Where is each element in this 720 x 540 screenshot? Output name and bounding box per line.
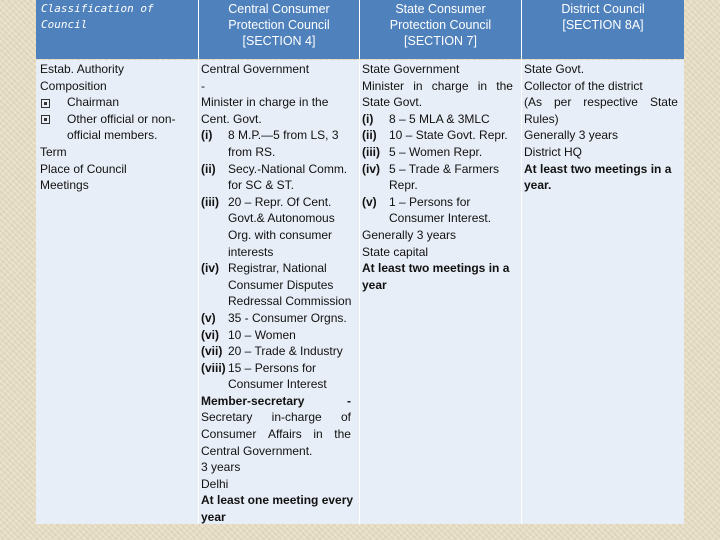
member-list xyxy=(362,111,521,227)
member-item xyxy=(201,277,359,294)
chairman-label: Chairman xyxy=(67,95,120,110)
member-item xyxy=(201,161,359,178)
cell-text: District HQ xyxy=(524,144,582,159)
item-text: 5 – Trade & Farmers xyxy=(389,161,500,176)
item-text: 10 – Women xyxy=(228,327,296,342)
header-line: [SECTION 7] xyxy=(404,34,477,48)
header-central-council xyxy=(199,0,360,59)
item-text: for SC & ST. xyxy=(228,178,295,193)
item-text: interests xyxy=(228,244,274,259)
member-list xyxy=(201,127,359,393)
cell-text: Minister in charge in the xyxy=(201,95,329,110)
item-text: 20 – Trade & Industry xyxy=(228,344,343,359)
row-label-place: Place of Council xyxy=(40,161,127,176)
item-number: (v) xyxy=(362,194,377,209)
member-item xyxy=(201,210,359,227)
header-line: District Council xyxy=(561,2,645,16)
member-item xyxy=(201,293,359,310)
member-item xyxy=(362,127,521,144)
composition-other-members xyxy=(40,111,198,128)
item-text: Registrar, National xyxy=(228,261,327,276)
column-central-council xyxy=(199,60,360,524)
member-item xyxy=(362,194,521,211)
member-item xyxy=(362,177,521,194)
header-line: State Consumer xyxy=(395,2,486,16)
meetings-value: At least one meeting every xyxy=(201,493,354,508)
member-secretary-label: Member-secretary xyxy=(201,393,305,408)
council-table xyxy=(36,0,684,524)
minister-line: Minister in charge in the xyxy=(362,78,513,93)
header-state-council xyxy=(360,0,522,59)
meetings-value-cont: year. xyxy=(524,178,552,193)
meetings-value: At least two meetings in a xyxy=(524,161,672,176)
column-district-council xyxy=(522,60,684,524)
header-district-council xyxy=(522,0,684,59)
bullet-icon xyxy=(40,94,67,111)
column-classification xyxy=(36,60,199,524)
row-label-estab-authority: Estab. Authority xyxy=(40,62,125,76)
header-line: [SECTION 8A] xyxy=(562,18,644,32)
item-number: (iii) xyxy=(201,194,219,209)
cell-text: Rules) xyxy=(524,111,559,126)
cell-text: Generally 3 years xyxy=(524,128,619,143)
secretary-line-1: Secretary in-charge of xyxy=(201,410,351,425)
row-label-term: Term xyxy=(40,144,67,159)
item-text: 5 – Women Repr. xyxy=(389,144,483,159)
member-item xyxy=(201,376,359,393)
term-value: 3 years xyxy=(201,460,241,475)
term-value: Generally 3 years xyxy=(362,227,457,242)
composition-chairman xyxy=(40,94,198,111)
row-label-meetings: Meetings xyxy=(40,178,89,193)
item-text: Consumer Disputes xyxy=(228,277,334,292)
dash-text: - xyxy=(347,393,351,408)
item-number: (iv) xyxy=(362,161,380,176)
item-number: (viii) xyxy=(201,360,226,375)
header-line: [SECTION 4] xyxy=(242,34,316,48)
place-value: State capital xyxy=(362,244,429,259)
cell-text: State Government xyxy=(362,62,460,76)
cell-text: Central Government xyxy=(201,62,310,76)
other-members-label-cont: official members. xyxy=(67,128,158,143)
member-item xyxy=(201,227,359,244)
cell-text: Central Government. xyxy=(201,443,313,458)
item-text: 20 – Repr. Of Cent. xyxy=(228,194,332,209)
item-text: Repr. xyxy=(389,178,418,193)
item-text: 10 – State Govt. Repr. xyxy=(389,128,508,143)
item-number: (ii) xyxy=(362,128,377,143)
cell-text: Collector of the district xyxy=(524,78,643,93)
secretary-line-2: Consumer Affairs in the xyxy=(201,427,351,442)
item-number: (iv) xyxy=(201,261,219,276)
member-item xyxy=(201,194,359,211)
item-number: (i) xyxy=(362,111,374,126)
item-text: 1 – Persons for xyxy=(389,194,471,209)
member-item xyxy=(362,161,521,178)
item-text: Consumer Interest xyxy=(228,377,327,392)
place-value: Delhi xyxy=(201,476,229,491)
item-text: 8 – 5 MLA & 3MLC xyxy=(389,111,490,126)
header-line: Protection Council xyxy=(228,18,330,32)
item-number: (iii) xyxy=(362,144,380,159)
item-number: (v) xyxy=(201,310,216,325)
meetings-value: At least two meetings in a xyxy=(362,261,510,276)
item-text: Redressal Commission xyxy=(228,294,352,309)
member-item xyxy=(201,144,359,161)
item-text: Govt.& Autonomous xyxy=(228,211,335,226)
item-text: Org. with consumer xyxy=(228,227,333,242)
cell-text: - xyxy=(201,78,205,93)
member-item xyxy=(201,343,359,360)
member-item xyxy=(362,111,521,128)
item-text: from RS. xyxy=(228,144,276,159)
item-number: (i) xyxy=(201,128,213,143)
member-item xyxy=(201,244,359,261)
member-item xyxy=(201,127,359,144)
other-members-label: Other official or non- xyxy=(67,111,176,126)
member-item xyxy=(201,310,359,327)
member-item xyxy=(362,144,521,161)
header-line: Protection Council xyxy=(389,18,492,32)
member-item xyxy=(362,210,521,227)
meetings-value-cont: year xyxy=(201,510,226,525)
cell-text: State Govt. xyxy=(524,62,585,76)
header-line: Central Consumer xyxy=(228,2,330,16)
member-item xyxy=(201,177,359,194)
item-text: 15 – Persons for xyxy=(228,360,317,375)
member-item xyxy=(201,360,359,377)
item-text: 35 - Consumer Orgns. xyxy=(228,310,347,325)
cell-text: State Govt. xyxy=(362,95,423,110)
item-text: Consumer Interest. xyxy=(389,211,492,226)
item-number: (ii) xyxy=(201,161,216,176)
item-number: (vii) xyxy=(201,344,223,359)
member-secretary-line xyxy=(201,393,359,410)
meetings-value-cont: year xyxy=(362,277,387,292)
header-text: Classification of Council xyxy=(41,2,154,31)
item-text: Secy.-National Comm. xyxy=(228,161,348,176)
column-state-council xyxy=(360,60,522,524)
rules-line: (As per respective State xyxy=(524,95,678,110)
item-text: 8 M.P.—5 from LS, 3 xyxy=(228,128,339,143)
row-label-composition: Composition xyxy=(40,78,107,93)
header-classification xyxy=(36,0,199,59)
member-item xyxy=(201,260,359,277)
item-number: (vi) xyxy=(201,327,219,342)
member-item xyxy=(201,327,359,344)
bullet-icon xyxy=(40,111,67,128)
cell-text: Cent. Govt. xyxy=(201,111,262,126)
